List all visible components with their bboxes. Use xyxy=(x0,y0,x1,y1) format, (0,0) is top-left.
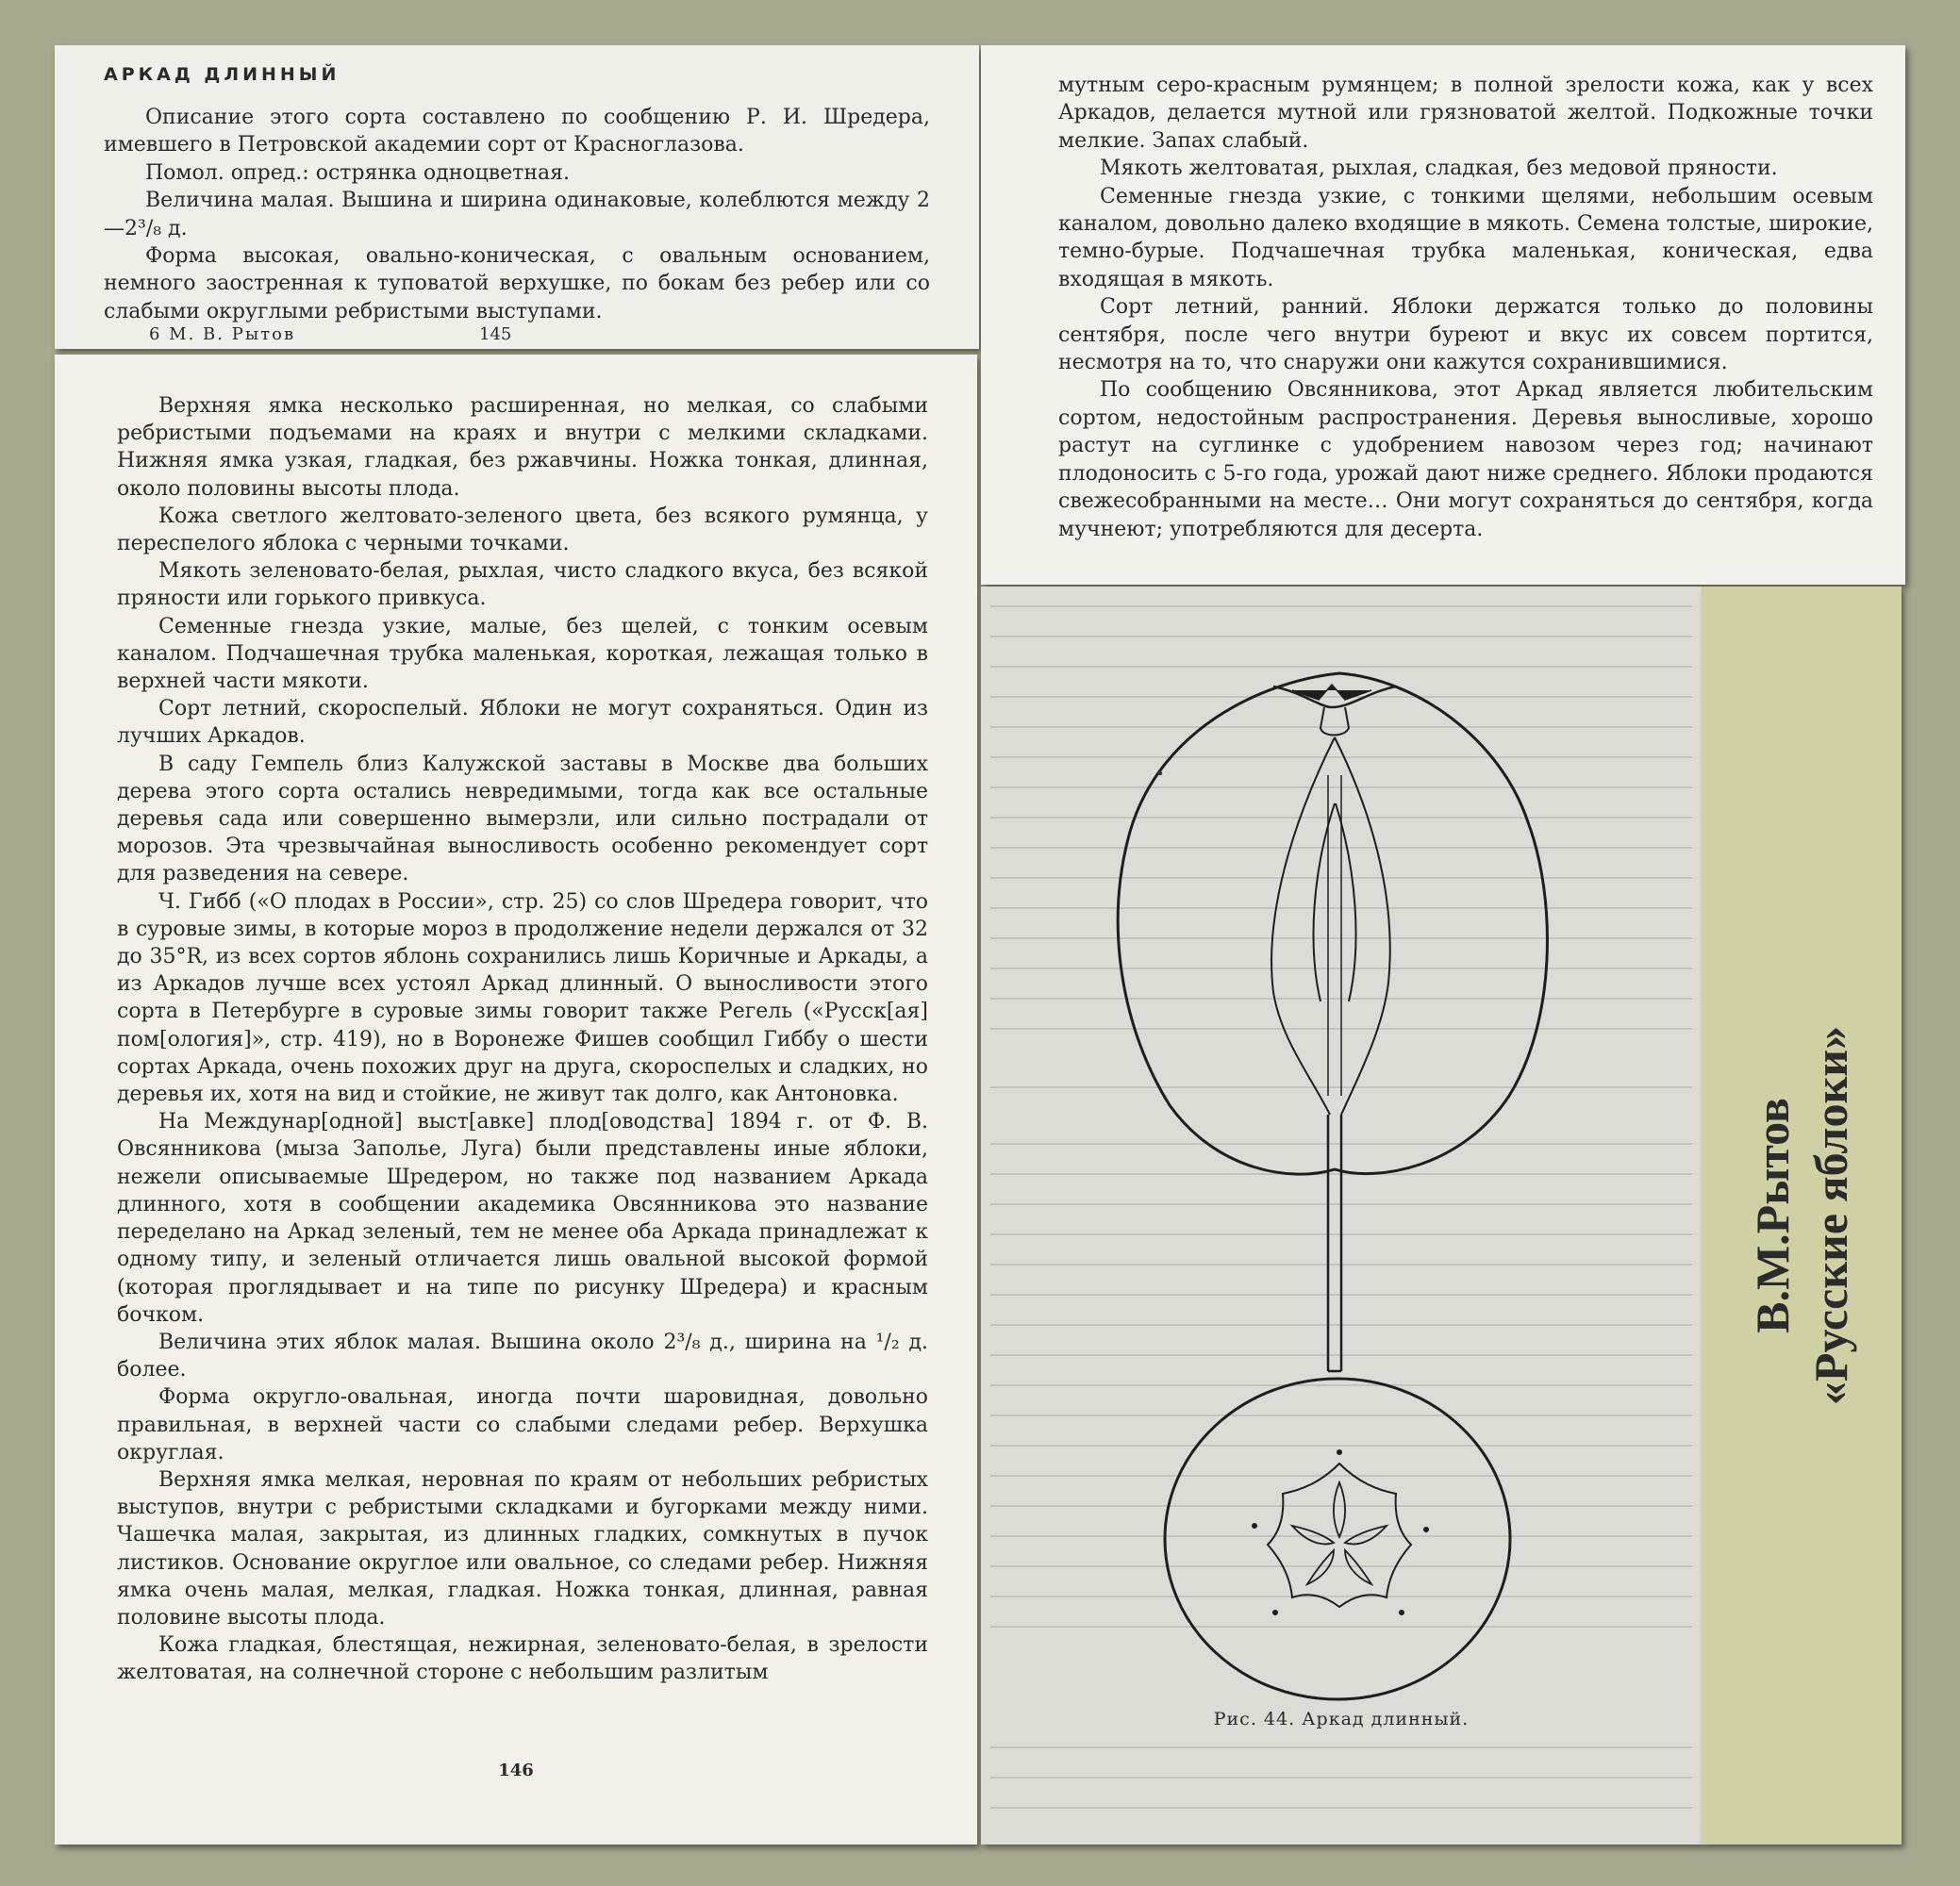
paragraph: Кожа гладкая, блестящая, нежирная, зеленовато-белая, в зрелости желтоватая, на солнечной стороне с небольшим разлитым xyxy=(117,1633,928,1685)
apple-longitudinal-section xyxy=(1118,673,1547,1371)
paragraph: Помол. опред.: острянка одноцветная. xyxy=(145,160,571,185)
figure-caption: Рис. 44. Аркад длинный. xyxy=(1213,1709,1470,1729)
paragraph: Форма высокая, овально-коническая, с овальным основанием, немного заостренная к туповатой верхушке, по бокам без ребер или со слабыми округлыми ребристыми выступами. xyxy=(104,244,930,323)
paragraph: Семенные гнезда узкие, малые, без щелей, с тонким осевым каналом. Подчашечная трубка маленькая, короткая, лежащая только в верхней части мякоти. xyxy=(117,614,928,694)
page-main xyxy=(55,355,977,1845)
paragraph: Величина малая. Вышина и ширина одинаковые, колеблются между 2—2³/₈ д. xyxy=(104,189,930,240)
book-credit xyxy=(1743,1026,1860,1405)
author-name: В.М.Рытов xyxy=(1746,1098,1799,1333)
paragraph: Семенные гнезда узкие, с тонкими щелями, небольшим осевым каналом, довольно далеко входящие в мякоть. Семена толстые, широкие, темно-бурые. Подчашечная трубка маленькая, коническая, едва входящая в мякоть. xyxy=(1058,184,1874,291)
paragraph: Кожа светлого желтовато-зеленого цвета, без всякого румянца, у переспелого яблока с черными точками. xyxy=(117,504,928,556)
paragraph: По сообщению Овсянникова, этот Аркад является любительским сортом, недостойным распространения. Деревья выносливые, хорошо растут на суглинке с удобрением навозом через год; начинают плодоносить с 5-го года, урожай дают ниже среднего. Яблоки продаются свежесобранными на месте… Они могут сохраняться до сентября, когда мучнеют; употребляются для десерта. xyxy=(1058,378,1873,541)
paragraph: Верхняя ямка мелкая, неровная по краям от небольших ребристых выступов, внутри с ребристыми складками и бугорками между ними. Чашечка малая, закрытая, из длинных гладких, сомкнутых в пучок листиков. Основание округлое или овальное, со следами ребер. Нижняя ямка очень малая, мелкая, гладкая. Ножка тонкая, длинная, равная половине высоты плода. xyxy=(117,1467,928,1630)
page-number: 146 xyxy=(498,1761,534,1780)
page-number: 145 xyxy=(479,324,512,344)
paragraph: Верхняя ямка несколько расширенная, но мелкая, со слабыми ребристыми подъемами на краях и внутри с мелкими складками. Нижняя ямка узкая, гладкая, без ржавчины. Ножка тонкая, длинная, около половины высоты плода. xyxy=(117,394,928,501)
paragraph: Ч. Гибб («О плодах в России», стр. 25) со слов Шредера говорит, что в суровые зимы, в которые мороз в продолжение недели держался от 32 до 35°R, из всех сортов яблонь сохранились лишь Коричные и Аркады, а из Аркадов лучше всех устоял Аркад длинный. О выносливости этого сорта в Петербурге в суровые зимы говорит также Регель («Русск[ая] пом[ология]», стр. 419), но в Воронеже Фишев сообщил Гиббу о шести сортах Аркада, очень похожих друг на друга, скороспелых и сладких, но деревья их, хотя на вид и стойкие, не живут так долго, как Антоновка. xyxy=(117,889,928,1107)
dot xyxy=(1158,771,1162,775)
page-figure xyxy=(981,587,1702,1845)
paragraph: Сорт летний, скороспелый. Яблоки не могут сохраняться. Один из лучших Аркадов. xyxy=(117,697,928,749)
apple-cross-section xyxy=(1165,1379,1510,1699)
page-top-right xyxy=(981,45,1905,585)
page-footer: 6 М. В. Рытов xyxy=(149,324,296,344)
apple-illustration xyxy=(981,587,1702,1845)
paragraph: мутным серо-красным румянцем; в полной зрелости кожа, как у всех Аркадов, делается мутной или грязноватой желтой. Подкожные точки мелкие. Запах слабый. xyxy=(1058,74,1873,153)
book-title: «Русские яблоки» xyxy=(1804,1025,1857,1406)
title-side-panel xyxy=(1702,587,1902,1845)
paragraph: Сорт летний, ранний. Яблоки держатся только до половины сентября, после чего внутри буреют и вкус их совсем портится, несмотря на то, что снаружи они кажутся сохранившимися. xyxy=(1058,295,1873,375)
paragraph: На Междунар[одной] выст[авке] плод[оводства] 1894 г. от Ф. В. Овсянникова (мыза Заполье, Луга) были представлены иные яблоки, нежели описываемые Шредером, но также под названием Аркада длинного, хотя в сообщении академика Овсянникова это название переделано на Аркад зеленый, тем не менее оба Аркада принадлежат к одному типу, и зеленый отличается лишь овальной высокой формой (которая проглядывает и на типе по рисунку Шредера) и красным бочком. xyxy=(117,1110,928,1327)
paragraph: Мякоть зеленовато-белая, рыхлая, чисто сладкого вкуса, без всякой пряности или горького привкуса. xyxy=(117,559,928,611)
paragraph: Описание этого сорта составлено по сообщению Р. И. Шредера, имевшего в Петровской академии сорт от Красноглазова. xyxy=(104,106,930,157)
paragraph: Форма округло-овальная, иногда почти шаровидная, довольно правильная, в верхней части со слабыми следами ребер. Верхушка округлая. xyxy=(117,1385,928,1464)
page-top-left xyxy=(55,45,979,349)
paragraph: В саду Гемпель близ Калужской заставы в Москве два больших дерева этого сорта остались невредимыми, тогда как все остальные деревья сада или совершенно вымерзли, или сильно пострадали от морозов. Эта чрезвычайная выносливость особенно рекомендует сорт для разведения на севере. xyxy=(117,752,928,886)
section-heading: АРКАД ДЛИННЫЙ xyxy=(104,64,341,85)
paragraph: Мякоть желтоватая, рыхлая, сладкая, без медовой пряности. xyxy=(1100,157,1778,181)
paragraph: Величина этих яблок малая. Вышина около 2³/₈ д., ширина на ¹/₂ д. более. xyxy=(117,1330,928,1382)
